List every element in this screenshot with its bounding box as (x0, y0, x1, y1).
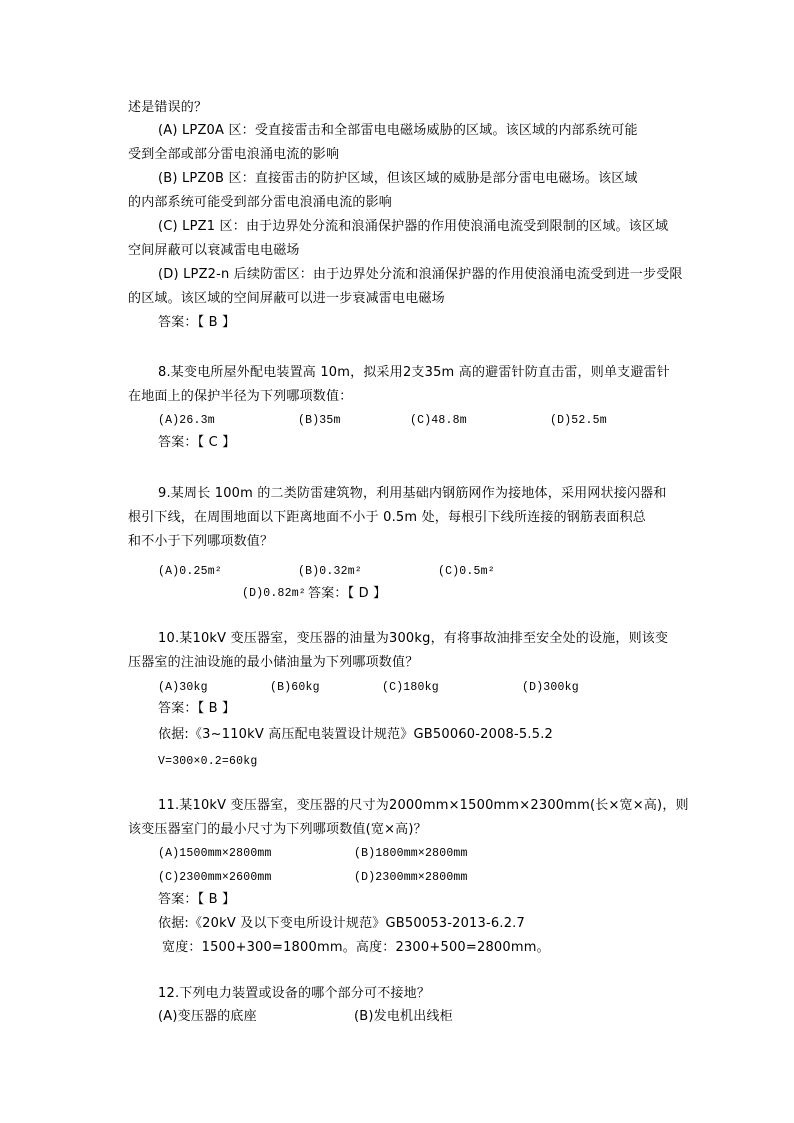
q9-answer: 答案：【 D 】 (308, 586, 387, 601)
q9-stem: 9.某周长 100m 的二类防雷建筑物，利用基础内钢筋网作为接地体，采用网状接闪器和 (158, 486, 667, 501)
q12-option-a: (A)变压器的底座 (158, 1009, 257, 1024)
q11-option-b: (B)1800mm×2800mm (354, 847, 468, 860)
q10-option-d: (D)300kg (522, 681, 579, 694)
q7-option-a: (A) LPZ0A 区：受直接雷击和全部雷电电磁场威胁的区域。该区域的内部系统可能 (158, 123, 638, 138)
q7-answer: 答案：【 B 】 (158, 315, 236, 330)
q9-stem-cont2: 和不小于下列哪项数值？ (128, 534, 274, 549)
q10-stem-cont: 压器室的注油设施的最小储油量为下列哪项数值？ (128, 655, 419, 670)
q11-option-d: (D)2300mm×2800mm (354, 871, 468, 884)
q7-option-d-cont: 的区域。该区域的空间屏蔽可以进一步衰减雷电电磁场 (128, 291, 445, 306)
q11-basis: 依据:《20kV 及以下变电所设计规范》GB50053-2013-6.2.7 (158, 916, 525, 931)
q8-stem: 8.某变电所屋外配电装置高 10m，拟采用2支35m 高的避雷针防直击雷，则单支避雷针 (158, 365, 670, 380)
q8-option-a: (A)26.3m (158, 414, 215, 427)
q11-answer: 答案：【 B 】 (158, 892, 236, 907)
q7-option-b-cont: 的内部系统可能受到部分雷电浪涌电流的影响 (128, 195, 393, 210)
q7-option-c-cont: 空间屏蔽可以衰减雷电电磁场 (128, 243, 300, 258)
q9-option-c: (C)0.5m² (438, 565, 495, 578)
q7-option-d: (D) LPZ2-n 后续防雷区：由于边界处分流和浪涌保护器的作用使浪涌电流受到进一步受限 (158, 267, 683, 282)
q9-stem-cont1: 根引下线，在周围地面以下距离地面不小于 0.5m 处，每根引下线所连接的钢筋表面积总 (128, 510, 647, 525)
q12-option-b: (B)发电机出线柜 (354, 1009, 453, 1024)
q9-option-b: (B)0.32m² (298, 565, 362, 578)
q10-option-b: (B)60kg (270, 681, 320, 694)
q11-option-c: (C)2300mm×2600mm (158, 871, 272, 884)
q11-stem-cont: 该变压器室门的最小尺寸为下列哪项数值(宽×高)？ (128, 822, 427, 837)
q10-answer: 答案：【 B 】 (158, 701, 236, 716)
q10-option-a: (A)30kg (158, 681, 208, 694)
q9-option-d: (D)0.82m² (242, 587, 306, 600)
q10-stem: 10.某10kV 变压器室，变压器的油量为300kg，有将事故油排至安全处的设施，则该变 (158, 631, 669, 646)
q8-stem-cont: 在地面上的保护半径为下列哪项数值： (128, 389, 353, 404)
q8-answer: 答案：【 C 】 (158, 435, 236, 450)
q12-stem: 12.下列电力装置或设备的哪个部分可不接地？ (158, 986, 431, 1001)
q11-calc: 宽度：1500+300=1800mm。高度：2300+500=2800mm。 (162, 940, 550, 955)
q11-stem: 11.某10kV 变压器室，变压器的尺寸为2000mm×1500mm×2300mm(长×宽×高)，则 (158, 798, 689, 813)
q10-calc: V=300×0.2=60kg (158, 755, 258, 768)
q8-option-c: (C)48.8m (410, 414, 467, 427)
q7-option-c: (C) LPZ1 区：由于边界处分流和浪涌保护器的作用使浪涌电流受到限制的区域。该区域 (158, 219, 669, 234)
q11-option-a: (A)1500mm×2800mm (158, 847, 272, 860)
q10-option-c: (C)180kg (382, 681, 439, 694)
q10-basis: 依据:《3~110kV 高压配电装置设计规范》GB50060-2008-5.5.2 (158, 727, 554, 742)
q8-option-b: (B)35m (298, 414, 341, 427)
q7-stem-end: 述是错误的？ (128, 100, 208, 115)
q7-option-b: (B) LPZ0B 区：直接雷击的防护区域，但该区域的威胁是部分雷电电磁场。该区域 (158, 171, 638, 186)
q7-option-a-cont: 受到全部或部分雷电浪涌电流的影响 (128, 147, 340, 162)
q9-option-a: (A)0.25m² (158, 565, 222, 578)
q8-option-d: (D)52.5m (550, 414, 607, 427)
